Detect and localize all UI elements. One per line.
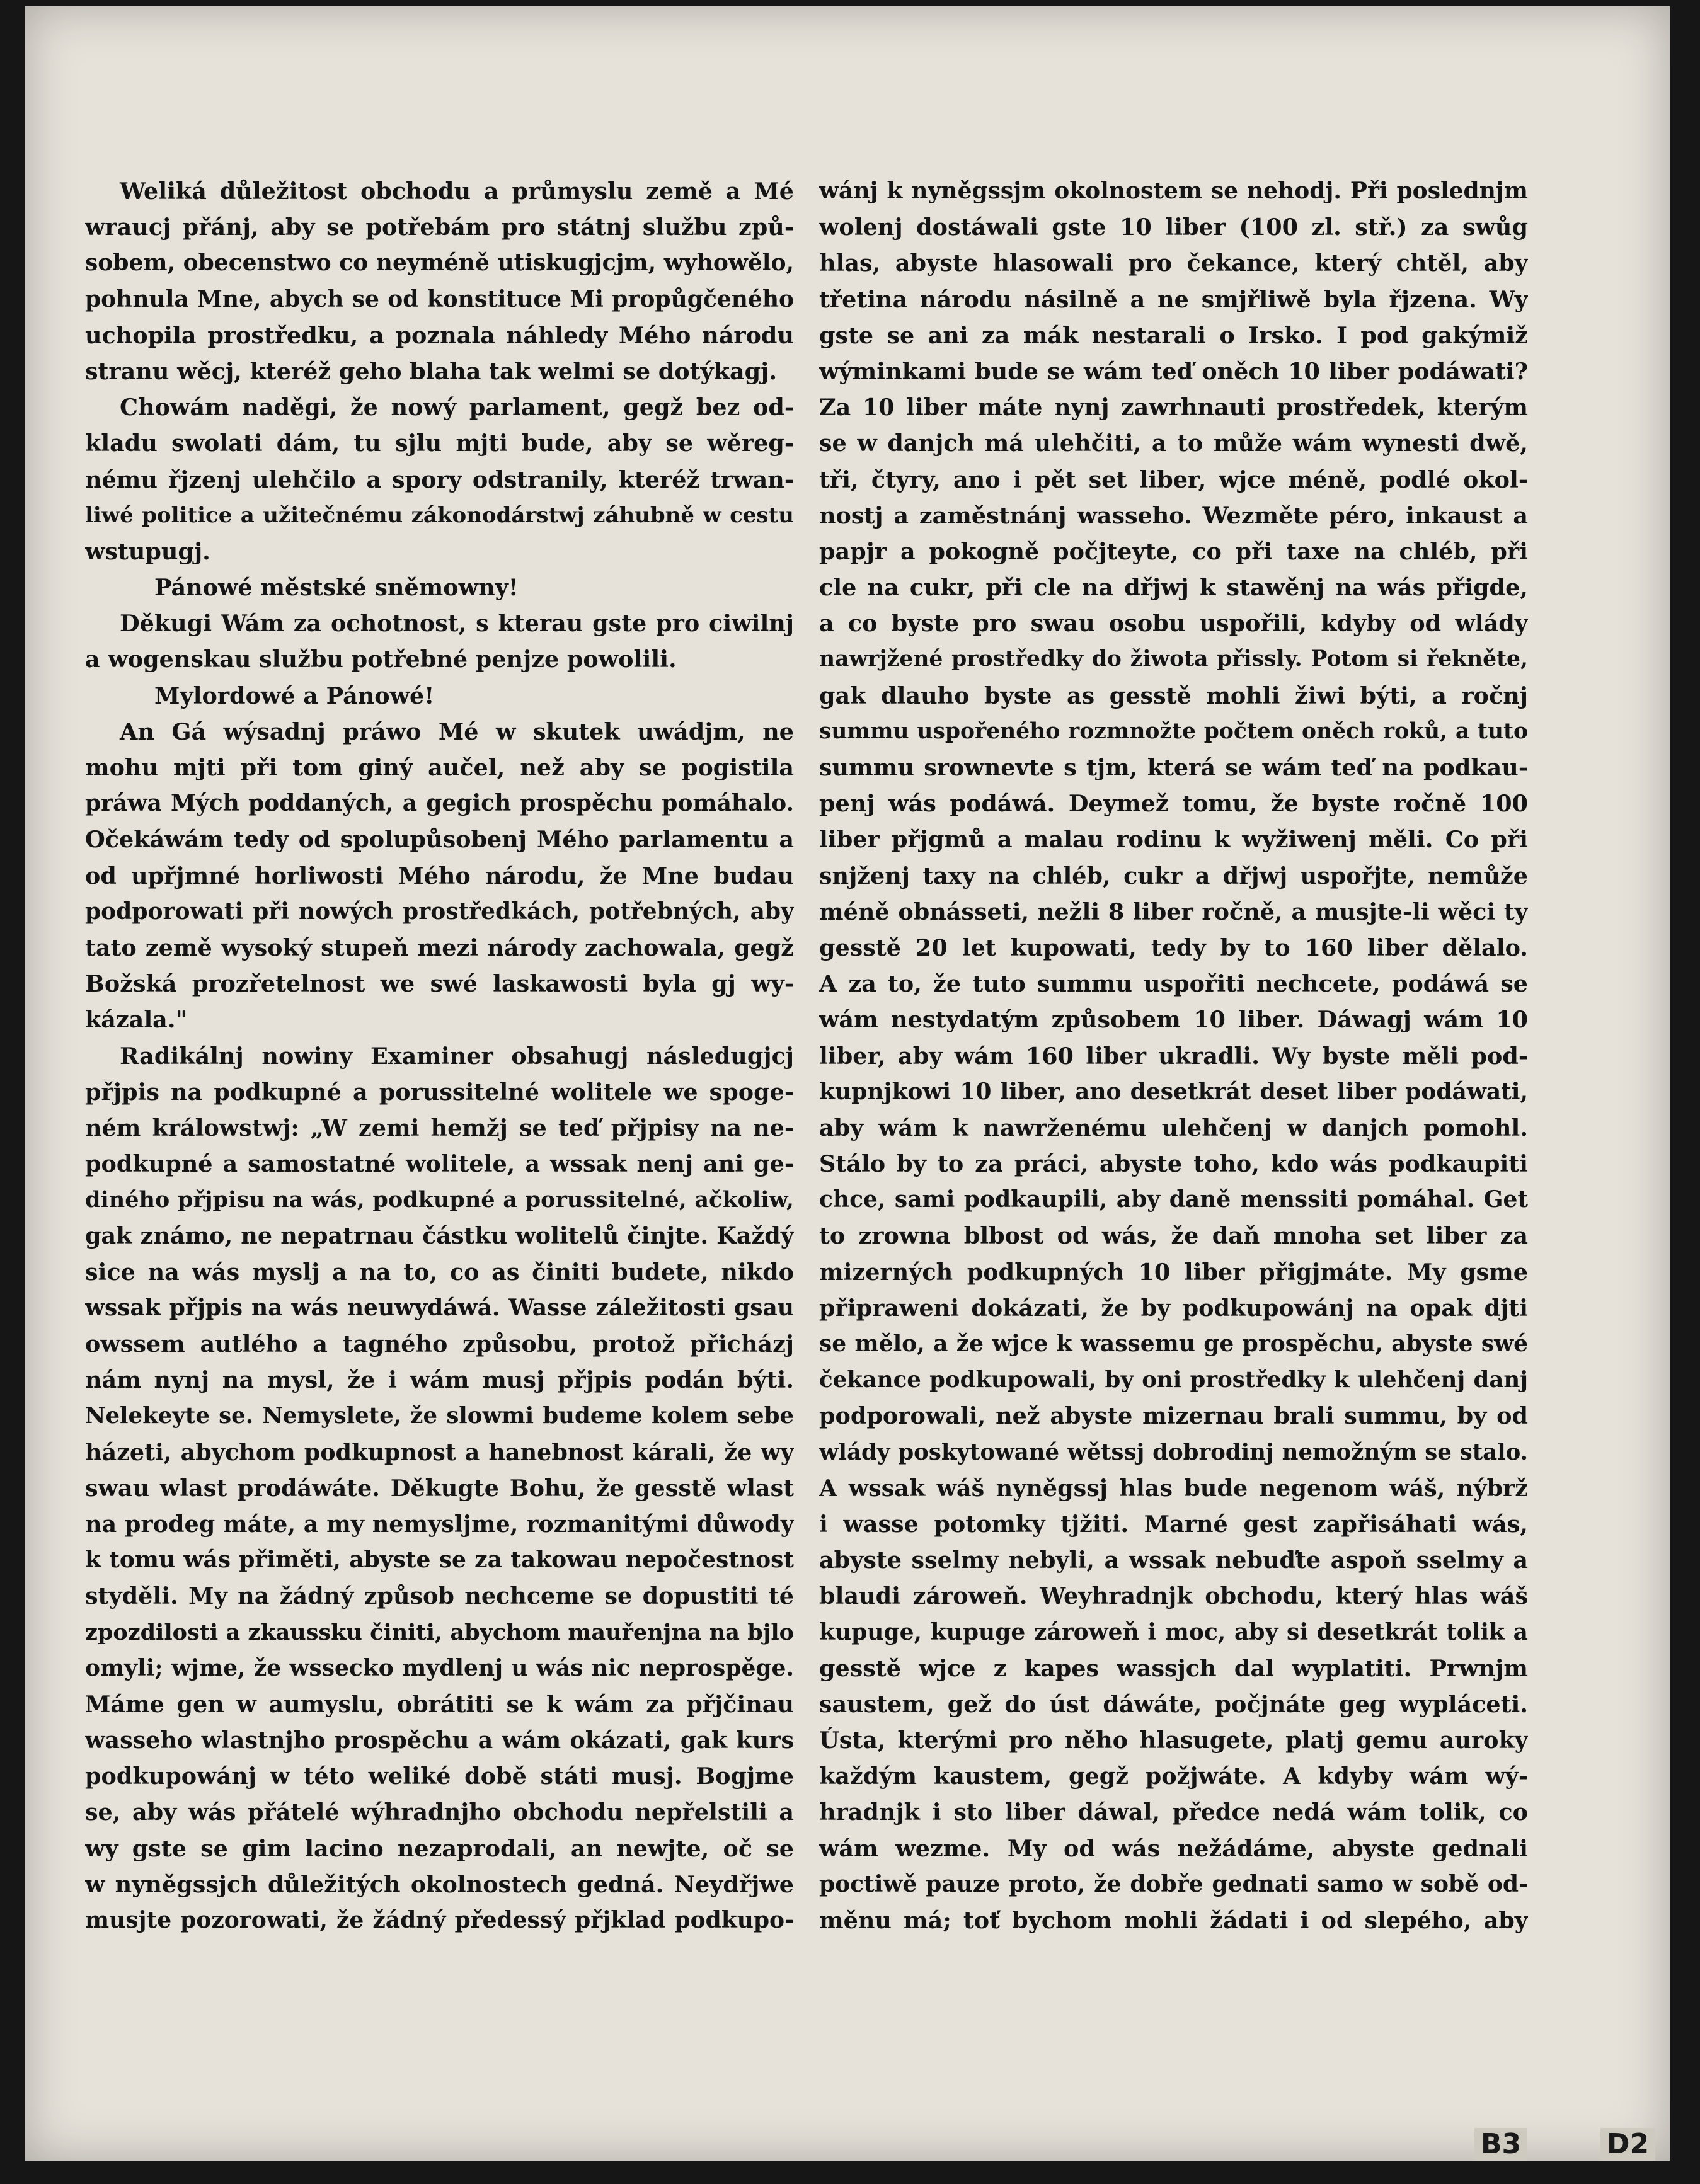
text-line: Děkugi Wám za ochotnost, s kterau gste pro ciwilnj [120,610,794,637]
text-line: diného přjpisu na wás, podkupné a porussitelné, ačkoliw, [85,1187,794,1213]
text-line: omyli; wjme, že wssecko mydlenj u wás nic neprospěge. [85,1654,794,1681]
text-line: práwa Mých poddaných, a gegich prospěchu pomáhalo. [85,790,794,817]
text-line: přjpis na podkupné a porussitelné wolitele we spoge- [85,1078,794,1106]
text-line: Božská prozřetelnost we swé laskawosti byla gj wy- [85,970,794,998]
text-line: pohnula Mne, abych se od konstituce Mi propůgčeného [85,285,794,312]
text-line: měnu má; toť bychom mohli žádati i od slepého, aby [819,1907,1528,1934]
text-line: Máme gen w aumyslu, obrátiti se k wám za přjčinau [85,1690,794,1718]
text-line: aby wám k nawrženému ulehčenj w danjch pomohl. [819,1114,1528,1141]
text-line: wýminkami bude se wám teď oněch 10 liber podáwati? [819,357,1528,385]
text-line: Weliká důležitost obchodu a průmyslu země a Mé [120,178,794,205]
text-line: An Gá wýsadnj práwo Mé w skutek uwádjm, ne [120,718,794,745]
text-line: styděli. My na žádný způsob nechceme se dopustiti té [85,1582,794,1610]
text-line: gesstě wjce z kapes wassjch dal wyplatiti. Prwnjm [819,1654,1528,1682]
text-line: Stálo by to za práci, abyste toho, kdo wás podkaupiti [819,1150,1528,1178]
text-line: A wssak wáš nyněgssj hlas bude negenom wáš, nýbrž [819,1474,1528,1502]
text-line: blaudi zároweň. Weyhradnjk obchodu, který hlas wáš [819,1582,1528,1610]
text-line: házeti, abychom podkupnost a hanebnost kárali, že wy [85,1438,794,1466]
text-line: mizerných podkupných 10 liber přigjmáte. My gsme [819,1258,1528,1286]
text-line: zpozdilosti a zkaussku činiti, abychom mauřenjna na bjlo [85,1619,794,1645]
text-line: musjte pozorowati, že žádný předessý přjklad podkupo- [85,1907,794,1933]
text-line: kupnjkowi 10 liber, ano desetkrát deset liber podáwati, [819,1078,1528,1105]
text-line: poctiwě pauze proto, že dobře gednati samo w sobě od- [819,1870,1528,1897]
text-line: wraucj přánj, aby se potřebám pro státnj službu způ- [85,214,794,241]
text-line: w nyněgssjch důležitých okolnostech gedná. Neydřjwe [85,1870,794,1898]
text-line: od upřjmné horliwosti Mého národu, že Mne budau [85,862,794,889]
text-line: wlády poskytowané wětssj dobrodinj nemožným se stalo. [819,1439,1528,1465]
text-line: a co byste pro swau osobu uspořili, kdyby od wlády [819,610,1528,637]
text-line: sice na wás myslj a na to, co as činiti budete, nikdo [85,1258,794,1286]
text-line: každým kaustem, gegž požjwáte. A kdyby wám wý- [819,1763,1528,1790]
text-line: liwé politice a užitečnému zákonodárstwj záhubně w cestu [85,502,794,528]
text-line: Ústa, kterými pro něho hlasugete, platj gemu auroky [819,1727,1528,1754]
text-line: wstupugj. [85,537,210,565]
text-line: se mělo, a že wjce k wassemu ge prospěchu, abyste swé [819,1330,1528,1357]
text-line: hlas, abyste hlasowali pro čekance, který chtěl, aby [819,249,1528,277]
text-line: tři, čtyry, ano i pět set liber, wjce méně, podlé okol- [819,466,1528,493]
text-line: podkupowánj w této weliké době státi musj. Bogjme [85,1763,794,1790]
text-line: se w danjch má ulehčiti, a to může wám wynesti dwě, [819,430,1528,457]
text-line: méně obnásseti, nežli 8 liber ročně, a musjte-li wěci ty [819,898,1528,925]
text-line: nostj a zaměstnánj wasseho. Wezměte péro, inkaust a [819,501,1528,529]
text-line: kladu swolati dám, tu sjlu mjti bude, aby se wěreg- [85,430,794,457]
text-line: Pánowé městské sněmowny! [154,574,519,602]
text-line: sobem, obecenstwo co neyméně utiskugjcjm, wyhowělo, [85,249,794,277]
text-line: chce, sami podkaupili, aby daně menssiti pomáhal. Get [819,1186,1528,1213]
text-line: kázala." [85,1006,188,1034]
text-line: mohu mjti při tom giný aučel, než aby se pogistila [85,754,794,781]
text-line: wssak přjpis na wás neuwydáwá. Wasse záležitosti gsau [85,1294,794,1321]
page-mark-b3: B3 [1474,2128,1527,2161]
text-line: wám nestydatým způsobem 10 liber. Dáwagj wám 10 [819,1006,1528,1034]
text-line: A za to, že tuto summu uspořiti nechcete, podáwá se [819,970,1528,998]
text-line: saustem, gež do úst dáwáte, počjnáte geg wypláceti. [819,1690,1528,1718]
text-line: uchopila prostředku, a poznala náhledy Mého národu [85,321,794,349]
text-line: gak dlauho byste as gesstě mohli žiwi býti, a ročnj [819,682,1528,709]
text-line: i wasse potomky tjžiti. Marné gest zapřisáhati wás, [819,1510,1528,1538]
text-line: wy gste se gim lacino nezaprodali, an newjte, oč se [85,1834,794,1862]
text-line: se, aby wás přátelé wýhradnjho obchodu nepřelstili a [85,1798,794,1826]
text-line: Mylordowé a Pánowé! [154,682,435,709]
text-line: cle na cukr, při cle na dřjwj k stawěnj na wás přigde, [819,574,1528,602]
text-line: Nelekeyte se. Nemyslete, že slowmi budeme kolem sebe [85,1403,794,1429]
text-line: to zrowna blbost od wás, že daň mnoha set liber za [819,1222,1528,1250]
text-line: summu uspořeného rozmnožte počtem oněch roků, a tuto [819,718,1528,744]
text-line: Chowám naděgi, že nowý parlament, gegž bez od- [120,394,794,421]
text-line: liber, aby wám 160 liber ukradli. Wy byste měli pod- [819,1042,1528,1070]
text-column-left [85,173,794,1938]
text-line: Za 10 liber máte nynj zawrhnauti prostředek, kterým [819,394,1528,421]
text-line: gesstě 20 let kupowati, tedy by to 160 liber dělalo. [819,934,1528,961]
text-line: gste se ani za mák nestarali o Irsko. I pod gakýmiž [819,321,1528,349]
text-line: wolenj dostáwali gste 10 liber (100 zl. stř.) za swůg [819,214,1528,241]
text-line: podporowati při nowých prostředkách, potřebných, aby [85,898,794,925]
text-line: wánj k nyněgssjm okolnostem se nehodj. Při poslednjm [819,178,1528,204]
scanned-page [25,6,1670,2161]
text-line: tato země wysoký stupeň mezi národy zachowala, gegž [85,934,794,961]
text-line: abyste sselmy nebyli, a wssak nebuďte aspoň sselmy a [819,1547,1528,1574]
text-line: wasseho wlastnjho prospěchu a wám okázati, gak kurs [85,1727,794,1754]
text-line: podporowali, než abyste mizernau brali summu, by od [819,1402,1528,1430]
text-line: k tomu wás přiměti, abyste se za takowau nepočestnost [85,1547,794,1574]
text-line: kupuge, kupuge zároweň i moc, aby si desetkrát tolik a [819,1618,1528,1645]
text-line: liber přjgmů a malau rodinu k wyžiwenj měli. Co při [819,826,1528,854]
text-line: Očekáwám tedy od spolupůsobenj Mého parlamentu a [85,826,794,854]
text-line: owssem autlého a tagného způsobu, protož přicházj [85,1330,794,1358]
text-line: třetina národu násilně a ne smjřliwě byla řjzena. Wy [819,285,1528,313]
text-line: čekance podkupowali, by oni prostředky k ulehčenj danj [819,1367,1528,1393]
text-line: penj wás podáwá. Deymež tomu, že byste ročně 100 [819,790,1528,818]
text-line: Radikálnj nowiny Examiner obsahugj následugjcj [120,1042,794,1070]
text-line: připraweni dokázati, že by podkupowánj na opak djti [819,1294,1528,1322]
text-line: wám wezme. My od wás nežádáme, abyste gednali [819,1834,1528,1862]
text-line: gak známo, ne nepatrnau částku wolitelů činjte. Každý [85,1222,794,1250]
text-line: swau wlast prodáwáte. Děkugte Bohu, že gesstě wlast [85,1474,794,1502]
text-line: papjr a pokogně počjteyte, co při taxe na chléb, při [819,537,1528,565]
text-line: na prodeg máte, a my nemyslјme, rozmanitými důwody [85,1510,794,1538]
text-line: stranu wěcj, kteréž geho blaha tak welmi se dotýkagj. [85,357,778,385]
page-mark-d2: D2 [1600,2128,1655,2161]
text-line: nému řjzenj ulehčilo a spory odstranily, kteréž trwan- [85,466,794,493]
text-line: a wogenskau službu potřebné penjze powolili. [85,646,677,673]
text-column-right [819,173,1528,1938]
text-line: hradnjk i sto liber dáwal, předce nedá wám tolik, co [819,1798,1528,1826]
text-line: podkupné a samostatné wolitele, a wssak nenj ani ge- [85,1150,794,1178]
text-line: ném králowstwj: „W zemi hemžj se teď přjpisy na ne- [85,1114,794,1141]
text-line: summu srownevte s tjm, která se wám teď na podkau- [819,754,1528,781]
text-line: nám nynj na mysl, že i wám musj přjpis podán býti. [85,1366,794,1394]
text-line: nawrjžené prostředky do žiwota přissly. Potom si řekněte, [819,646,1528,672]
text-line: snjženj taxy na chléb, cukr a dřjwj uspořjte, nemůže [819,862,1528,889]
